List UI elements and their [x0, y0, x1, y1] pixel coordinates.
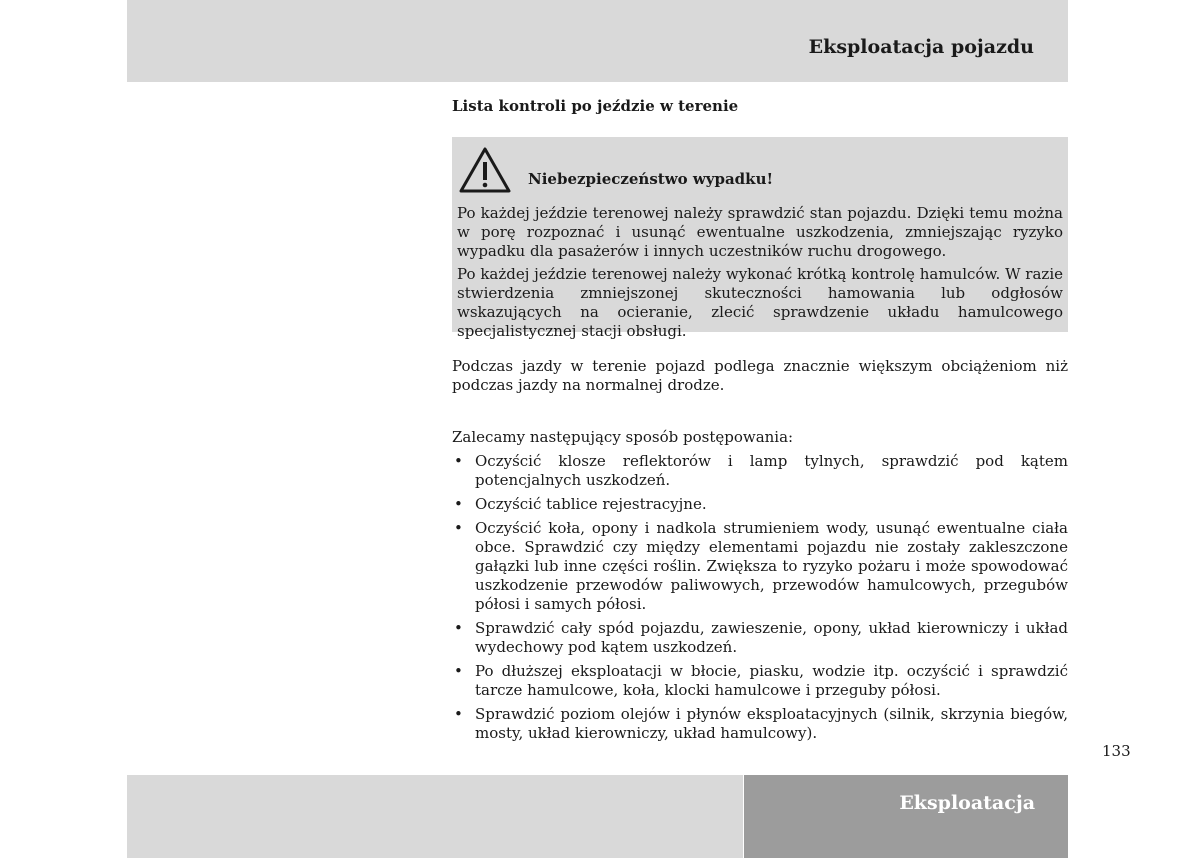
checklist-item — [452, 705, 1068, 743]
bullet-icon: • — [454, 662, 463, 680]
warning-body — [457, 204, 1063, 345]
checklist-item — [452, 452, 1068, 490]
checklist-item-text: Po dłuższej eksploatacji w błocie, piasku, wodzie itp. oczyścić i sprawdzić tarcze hamulcowe, koła, klocki hamulcowe i przeguby półosi. — [475, 662, 1068, 699]
warning-paragraph: Po każdej jeździe terenowej należy wykonać krótką kontrolę hamulców. W razie stwierdzenia zmniejszonej skuteczności hamowania lub odgłosów wskazujących na ocieranie, zlecić sprawdzenie układu hamulcowego specjalistycznej stacji obsługi. — [457, 265, 1063, 340]
intro-paragraph: Podczas jazdy w terenie pojazd podlega znacznie większym obciążeniom niż podczas jazdy na normalnej drodze. — [452, 357, 1068, 394]
header-band — [127, 0, 1068, 82]
bullet-icon: • — [454, 619, 463, 637]
checklist-item — [452, 619, 1068, 657]
checklist — [452, 452, 1068, 748]
footer-section-tab — [744, 775, 1068, 858]
checklist-item-text: Oczyścić klosze reflektorów i lamp tylnych, sprawdzić pod kątem potencjalnych uszkodzeń. — [475, 452, 1068, 489]
bullet-icon: • — [454, 519, 463, 537]
recommend-paragraph: Zalecamy następujący sposób postępowania: — [452, 428, 794, 446]
warning-title: Niebezpieczeństwo wypadku! — [528, 170, 774, 188]
bullet-icon: • — [454, 452, 463, 470]
footer-section-label: Eksploatacja — [899, 792, 1035, 814]
section-heading: Lista kontroli po jeździe w terenie — [452, 97, 739, 115]
page-header-title: Eksploatacja pojazdu — [808, 36, 1034, 58]
checklist-item-text: Sprawdzić poziom olejów i płynów eksploatacyjnych (silnik, skrzynia biegów, mosty, układ kierowniczy, układ hamulcowy). — [475, 705, 1068, 742]
warning-paragraph: Po każdej jeździe terenowej należy sprawdzić stan pojazdu. Dzięki temu można w porę rozpoznać i usunąć ewentualne uszkodzenia, zmniejszając ryzyko wypadku dla pasażerów i innych uczestników ruchu drogowego. — [457, 204, 1063, 260]
warning-triangle-icon — [458, 146, 512, 194]
page-number: 133 — [1102, 742, 1131, 760]
footer-band — [127, 775, 743, 858]
checklist-item-text: Sprawdzić cały spód pojazdu, zawieszenie, opony, układ kierowniczy i układ wydechowy pod kątem uszkodzeń. — [475, 619, 1068, 656]
checklist-item-text: Oczyścić koła, opony i nadkola strumieniem wody, usunąć ewentualne ciała obce. Sprawdzić czy między elementami pojazdu nie zostały zakleszczone gałązki lub inne części roślin. Zwiększa to ryzyko pożaru i może spowodować uszkodzenie przewodów paliwowych, przewodów hamulcowych, przegubów półosi i samych półosi. — [475, 519, 1068, 613]
checklist-item — [452, 519, 1068, 614]
checklist-item — [452, 662, 1068, 700]
warning-box — [452, 137, 1068, 340]
bullet-icon: • — [454, 705, 463, 723]
checklist-item-text: Oczyścić tablice rejestracyjne. — [475, 495, 707, 513]
bullet-icon: • — [454, 495, 463, 513]
checklist-item — [452, 495, 1068, 514]
